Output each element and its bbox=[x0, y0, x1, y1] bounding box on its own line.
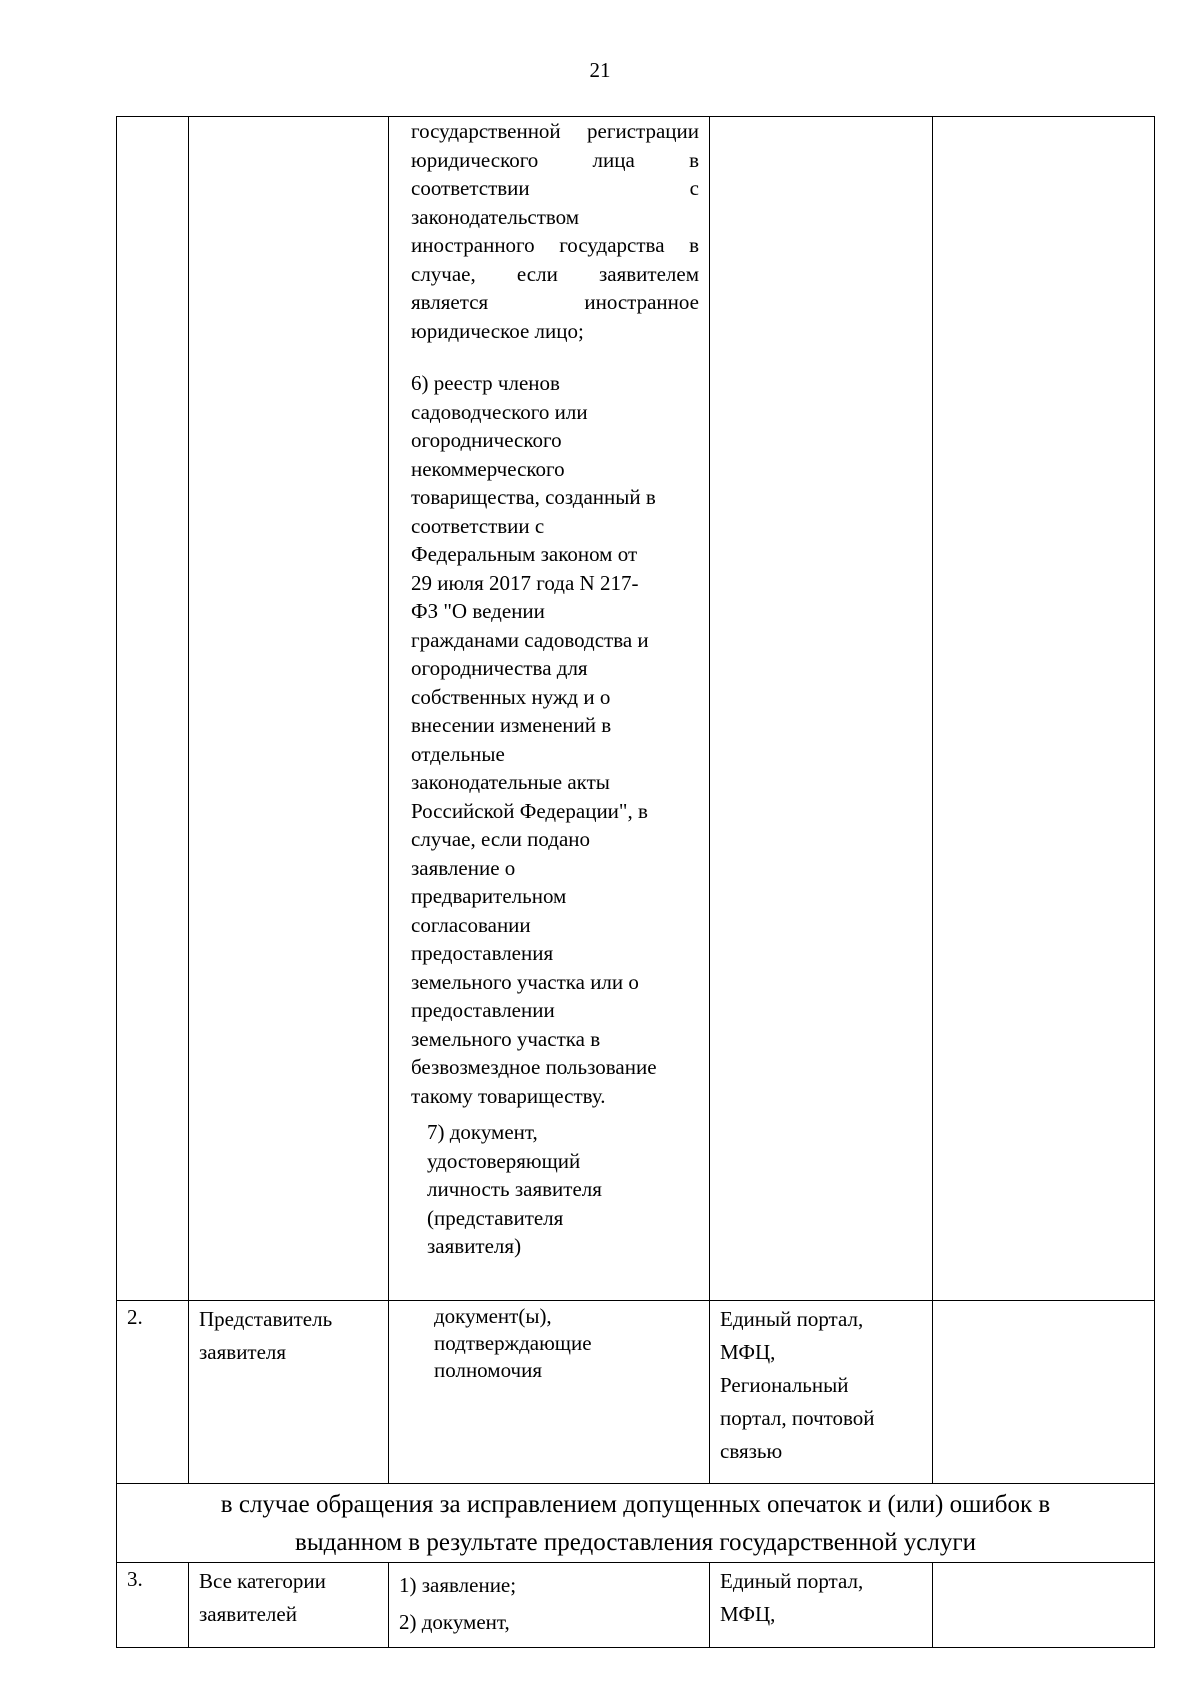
text-line: документ(ы), bbox=[434, 1304, 552, 1328]
text-line: в случае обращения за исправлением допущенных опечаток и (или) ошибок в bbox=[220, 1491, 1051, 1518]
text-line: 7) документ, bbox=[427, 1120, 538, 1144]
channels-cell bbox=[710, 1301, 933, 1484]
text-line: Единый портал, bbox=[720, 1307, 864, 1331]
text-line: садоводческого или bbox=[411, 399, 588, 424]
text-line: 29 июля 2017 года N 217- bbox=[411, 570, 639, 595]
text-line: Все категории bbox=[199, 1569, 326, 1593]
page-number: 21 bbox=[589, 58, 611, 82]
text-line: удостоверяющий bbox=[427, 1148, 581, 1173]
text-line: некоммерческого bbox=[411, 456, 565, 481]
text-line: собственных нужд и о bbox=[411, 684, 611, 709]
channels-cell bbox=[710, 117, 933, 1301]
row-number-cell bbox=[117, 117, 189, 1301]
text-line: Представитель bbox=[199, 1307, 333, 1331]
text-line: Федеральным законом от bbox=[411, 542, 638, 566]
text-line: 6) реестр членов bbox=[411, 371, 560, 395]
text-line: такому товариществу. bbox=[411, 1083, 606, 1108]
text-line: полномочия bbox=[434, 1358, 542, 1382]
text-line: Единый портал, bbox=[720, 1569, 864, 1593]
text-line: гражданами садоводства и bbox=[411, 627, 649, 652]
text-line: ФЗ "О ведении bbox=[411, 599, 545, 623]
document-6 bbox=[389, 369, 709, 1110]
text-line: огородничества для bbox=[411, 656, 588, 680]
section-heading-row bbox=[117, 1484, 1155, 1563]
text-line: (представителя bbox=[427, 1205, 564, 1230]
text-line: 1) заявление; bbox=[399, 1573, 517, 1597]
text-line: товарищества, созданный в bbox=[411, 485, 656, 509]
applicant-cell bbox=[189, 1563, 389, 1648]
text-line: безвозмездное пользование bbox=[411, 1055, 657, 1079]
section-heading bbox=[117, 1484, 1155, 1563]
table-row bbox=[117, 117, 1155, 1301]
text-line: связью bbox=[720, 1439, 783, 1463]
text-line: предоставления bbox=[411, 941, 554, 965]
extra-cell bbox=[933, 1301, 1155, 1484]
documents-table bbox=[116, 116, 1155, 1648]
text-line: отдельные bbox=[411, 741, 505, 766]
text-line: Российской Федерации", в bbox=[411, 798, 648, 823]
documents-cell bbox=[389, 1563, 710, 1648]
text-line: согласовании bbox=[411, 912, 531, 937]
table-row bbox=[117, 1301, 1155, 1484]
text-line: предоставлении bbox=[411, 998, 555, 1022]
text-line: предварительном bbox=[411, 884, 567, 908]
text-line: огороднического bbox=[411, 428, 562, 452]
text-line: внесении изменений в bbox=[411, 713, 612, 737]
extra-cell bbox=[933, 1563, 1155, 1648]
documents-cell bbox=[389, 1301, 710, 1484]
extra-cell bbox=[933, 117, 1155, 1301]
document-7 bbox=[389, 1118, 709, 1261]
text-line: МФЦ, bbox=[720, 1340, 776, 1364]
text-line: заявителей bbox=[199, 1602, 297, 1626]
table-row bbox=[117, 1563, 1155, 1648]
text-line: МФЦ, bbox=[720, 1602, 776, 1626]
applicant-cell bbox=[189, 1301, 389, 1484]
text-line: личность заявителя bbox=[427, 1177, 602, 1201]
text-line: выданном в результате предоставления государственной услуги bbox=[295, 1529, 976, 1556]
document-5-continued: государственной регистрации юридического лица в соответствии с законодательством иностранного государства в случае, если заявителем является иностранное юридическое лицо; bbox=[411, 119, 699, 343]
row-number-cell: 2. bbox=[117, 1301, 189, 1484]
text-line: заявление о bbox=[411, 855, 516, 880]
text-line: земельного участка в bbox=[411, 1026, 601, 1051]
channels-cell bbox=[710, 1563, 933, 1648]
text-line: подтверждающие bbox=[434, 1331, 592, 1355]
applicant-cell bbox=[189, 117, 389, 1301]
text-line: портал, почтовой bbox=[720, 1406, 875, 1430]
text-line: заявителя bbox=[199, 1340, 287, 1364]
text-line: законодательные акты bbox=[411, 770, 610, 794]
text-line: заявителя) bbox=[427, 1234, 522, 1258]
row-number-cell: 3. bbox=[117, 1563, 189, 1648]
text-line: 2) документ, bbox=[399, 1610, 510, 1634]
text-line: Региональный bbox=[720, 1373, 849, 1397]
documents-cell bbox=[389, 117, 710, 1301]
text-line: соответствии с bbox=[411, 513, 545, 538]
text-line: земельного участка или о bbox=[411, 969, 639, 994]
text-line: случае, если подано bbox=[411, 827, 591, 851]
